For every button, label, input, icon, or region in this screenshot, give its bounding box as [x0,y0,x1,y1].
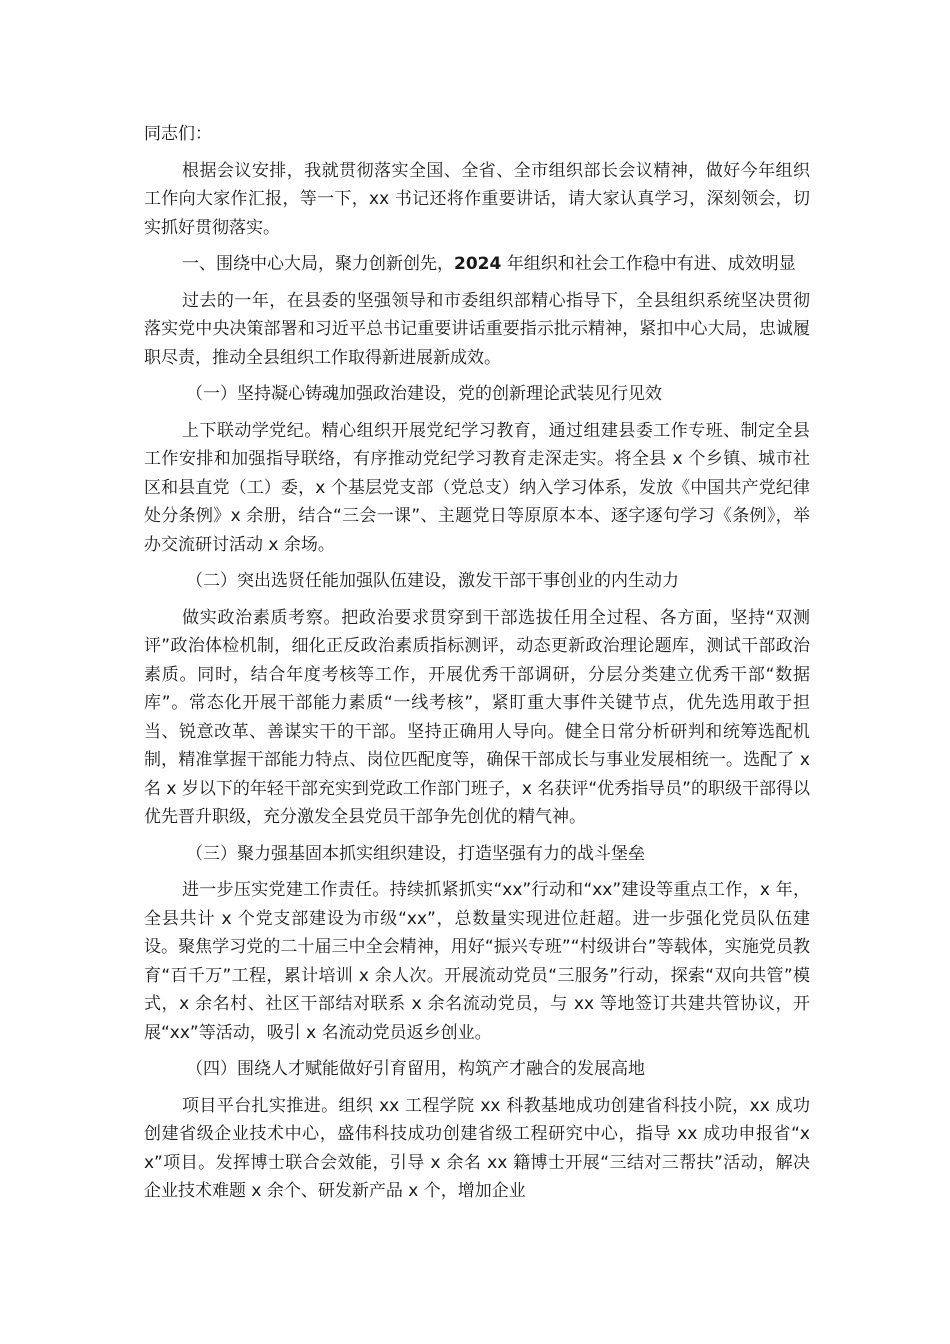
subsection-body-3: 进一步压实党建工作责任。持续抓紧抓实“xx”行动和“xx”建设等重点工作，x 年，全县共计 x 个党支部建设为市级“xx”，总数量实现进位赶超。进一步强化党员队伍建设。聚焦学习党的二十届三中全会精神，用好“振兴专班”“村级讲台”等载体，实施党员教育“百千万”工程，累计培训 x 余人次。开展流动党员“三服务”行动，探索“双向共管”模式，x 余名村、社区干部结对联系 x 余名流动党员，与 xx 等地签订共建共管协议，开展“xx”等活动，吸引 x 名流动党员返乡创业。 [144,880,810,1043]
section-heading-1 [144,250,810,279]
subsection-body-1: 上下联动学党纪。精心组织开展党纪学习教育，通过组建县委工作专班、制定全县工作安排和加强指导联络，有序推动党纪学习教育走深走实。将全县 x 个乡镇、城市社区和县直党（工）委，x 个基层党支部（党总支）纳入学习体系，发放《中国共产党纪律处分条例》x 余册，结合“三会一课”、主题党日等原原本本、逐字逐句学习《条例》，举办交流研讨活动 x 余场。 [144,420,810,555]
section-heading-1-prefix: 一、围绕中心大局，聚力创新创先， [182,254,454,274]
section-1-summary: 过去的一年，在县委的坚强领导和市委组织部精心指导下，全县组织系统坚决贯彻落实党中央决策部署和习近平总书记重要讲话重要指示批示精神，紧扣中心大局，忠诚履职尽责，推动全县组织工作取得新进展新成效。 [144,290,810,368]
subsection-body-2: 做实政治素质考察。把政治要求贯穿到干部选拔任用全过程、各方面，坚持“双测评”政治体检机制，细化正反政治素质指标测评，动态更新政治理论题库，测试干部政治素质。同时，结合年度考核等工作，开展优秀干部调研，分层分类建立优秀干部“数据库”。常态化开展干部能力素质“一线考核”，紧盯重大事件关键节点，优先选用敢于担当、锐意改革、善谋实干的干部。坚持正确用人导向。健全日常分析研判和统筹选配机制，精准掌握干部能力特点、岗位匹配度等，确保干部成长与事业发展相统一。选配了 x 名 x 岁以下的年轻干部充实到党政工作部门班子，x 名获评“优秀指导员”的职级干部得以优先晋升职级，充分激发全县党员干部争先创优的精气神。 [144,607,810,827]
intro-paragraph: 根据会议安排，我就贯彻落实全国、全省、全市组织部长会议精神，做好今年组织工作向大家作汇报，等一下，xx 书记还将作重要讲话，请大家认真学习，深刻领会，切实抓好贯彻落实。 [144,160,810,238]
subsection-title-3: （三）聚力强基固本抓实组织建设，打造坚强有力的战斗堡垒 [186,843,645,864]
subsection-title-2: （二）突出选贤任能加强队伍建设，激发干部干事创业的内生动力 [186,571,679,591]
document-body [144,120,810,1214]
subsection-title-1: （一）坚持凝心铸魂加强政治建设，党的创新理论武装见行见效 [186,384,662,404]
subsection-body-4: 项目平台扎实推进。组织 xx 工程学院 xx 科教基地成功创建省科技小院，xx 成功创建省级企业技术中心，盛伟科技成功创建省级工程研究中心，指导 xx 成功申报省“xx”项目。发挥博士联合会效能，引导 x 余名 xx 籍博士开展“三结对三帮扶”活动，解决企业技术难题 x 余个、研发新产品 x 个，增加企业 [144,1095,810,1201]
section-heading-1-year: 2024 [454,254,502,274]
subsection-title-4: （四）围绕人才赋能做好引育留用，构筑产才融合的发展高地 [186,1059,645,1079]
greeting: 同志们： [144,124,212,144]
section-heading-1-suffix: 年组织和社会工作稳中有进、成效明显 [501,254,796,274]
